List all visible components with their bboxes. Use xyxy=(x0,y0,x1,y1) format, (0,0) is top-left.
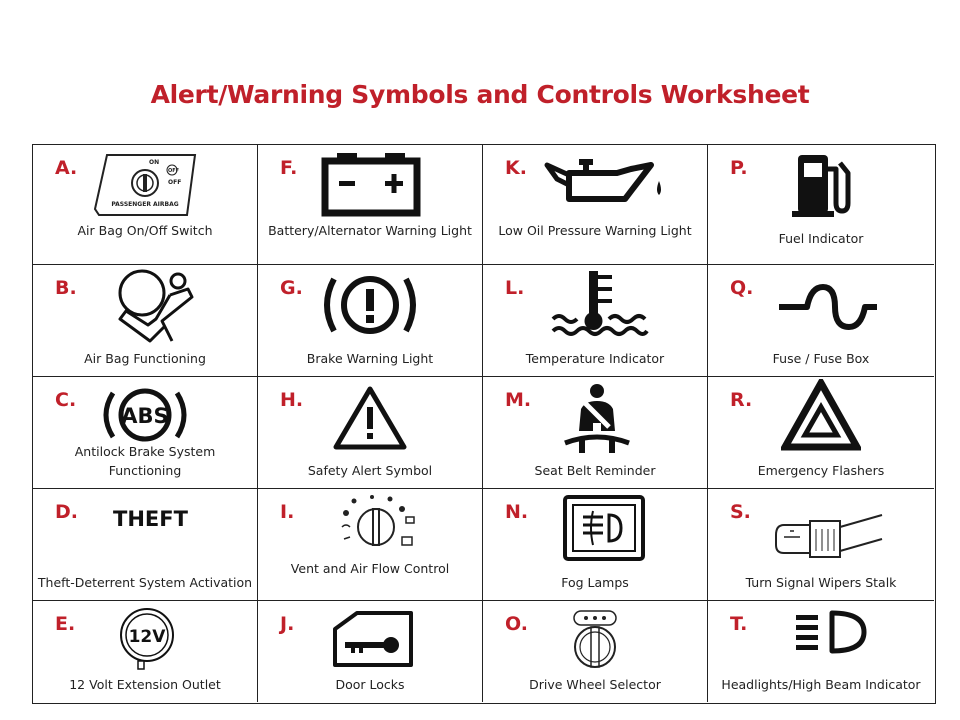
cell-letter: G. xyxy=(280,277,303,299)
vent-knob-icon xyxy=(332,493,422,557)
cell-o xyxy=(483,601,708,702)
fuel-pump-icon xyxy=(786,151,856,221)
cell-label: Antilock Brake System Functioning xyxy=(74,444,216,478)
cell-label: Fuel Indicator xyxy=(778,231,864,246)
airbag-person-icon xyxy=(96,267,216,347)
worksheet-title: Alert/Warning Symbols and Controls Worksheet xyxy=(150,80,810,109)
cell-letter: D. xyxy=(55,501,78,523)
symbols-grid xyxy=(32,144,936,704)
cell-a xyxy=(33,145,258,265)
cell-label: Fuse / Fuse Box xyxy=(772,351,870,366)
cell-label: Safety Alert Symbol xyxy=(307,463,433,478)
power-outlet-icon xyxy=(112,605,182,675)
cell-label: Headlights/High Beam Indicator xyxy=(721,677,921,692)
cell-label: Door Locks xyxy=(335,677,405,692)
cell-label: Temperature Indicator xyxy=(525,351,665,366)
cell-letter: H. xyxy=(280,389,304,411)
cell-label: Seat Belt Reminder xyxy=(534,463,656,478)
cell-label: Battery/Alternator Warning Light xyxy=(268,223,472,238)
cell-label: Low Oil Pressure Warning Light xyxy=(498,223,692,238)
cell-letter: O. xyxy=(505,613,528,635)
outlet-text: 12V xyxy=(128,627,166,647)
battery-icon xyxy=(315,149,425,219)
cell-label: Turn Signal Wipers Stalk xyxy=(745,575,897,590)
fuse-icon xyxy=(773,279,883,339)
cell-n xyxy=(483,489,708,601)
wiper-stalk-icon xyxy=(770,507,890,567)
cell-label: Emergency Flashers xyxy=(757,463,885,478)
cell-label: Air Bag Functioning xyxy=(84,351,206,366)
cell-label: Air Bag On/Off Switch xyxy=(77,223,213,238)
cell-letter: J. xyxy=(280,613,295,635)
cell-label: Brake Warning Light xyxy=(306,351,434,366)
cell-letter: M. xyxy=(505,389,532,411)
cell-r xyxy=(708,377,934,489)
cell-letter: T. xyxy=(730,613,748,635)
cell-d xyxy=(33,489,258,601)
cell-label: Fog Lamps xyxy=(561,575,629,590)
cell-letter: L. xyxy=(505,277,525,299)
cell-label: Theft-Deterrent System Activation xyxy=(37,575,253,590)
cell-j xyxy=(258,601,483,702)
cell-p xyxy=(708,145,934,265)
coolant-temperature-icon xyxy=(547,269,657,339)
abs-text: ABS xyxy=(121,404,169,428)
fog-lamp-icon xyxy=(559,493,649,563)
cell-letter: F. xyxy=(280,157,298,179)
high-beam-icon xyxy=(790,609,870,659)
cell-letter: I. xyxy=(280,501,295,523)
theft-text: THEFT xyxy=(113,507,188,531)
door-lock-icon xyxy=(327,607,417,669)
cell-letter: B. xyxy=(55,277,77,299)
hazard-triangle-icon xyxy=(781,379,861,451)
airbag-on-label: ON xyxy=(149,159,160,166)
cell-b xyxy=(33,265,258,377)
cell-letter: A. xyxy=(55,157,78,179)
cell-l xyxy=(483,265,708,377)
brake-warning-icon xyxy=(320,267,420,347)
cell-letter: K. xyxy=(505,157,527,179)
airbag-off-label-2: OFF xyxy=(168,179,182,186)
cell-q xyxy=(708,265,934,377)
cell-letter: S. xyxy=(730,501,751,523)
abs-icon xyxy=(95,381,195,451)
cell-s xyxy=(708,489,934,601)
safety-alert-icon xyxy=(330,383,410,453)
cell-label: 12 Volt Extension Outlet xyxy=(69,677,221,692)
cell-letter: E. xyxy=(55,613,76,635)
oil-can-icon xyxy=(543,155,673,215)
drive-selector-icon xyxy=(560,605,630,675)
cell-letter: Q. xyxy=(730,277,754,299)
cell-k xyxy=(483,145,708,265)
cell-t xyxy=(708,601,934,702)
cell-label: Vent and Air Flow Control xyxy=(290,561,450,576)
cell-letter: R. xyxy=(730,389,753,411)
cell-h xyxy=(258,377,483,489)
cell-f xyxy=(258,145,483,265)
cell-m xyxy=(483,377,708,489)
cell-letter: P. xyxy=(730,157,748,179)
airbag-panel-caption: PASSENGER AIRBAG xyxy=(111,201,179,208)
cell-g xyxy=(258,265,483,377)
cell-c xyxy=(33,377,258,489)
cell-letter: C. xyxy=(55,389,77,411)
airbag-switch-icon xyxy=(89,149,201,221)
cell-letter: N. xyxy=(505,501,529,523)
seat-belt-icon xyxy=(557,381,637,457)
airbag-off-label: OFF xyxy=(168,168,180,174)
cell-e xyxy=(33,601,258,702)
cell-label: Drive Wheel Selector xyxy=(529,677,661,692)
cell-i xyxy=(258,489,483,601)
